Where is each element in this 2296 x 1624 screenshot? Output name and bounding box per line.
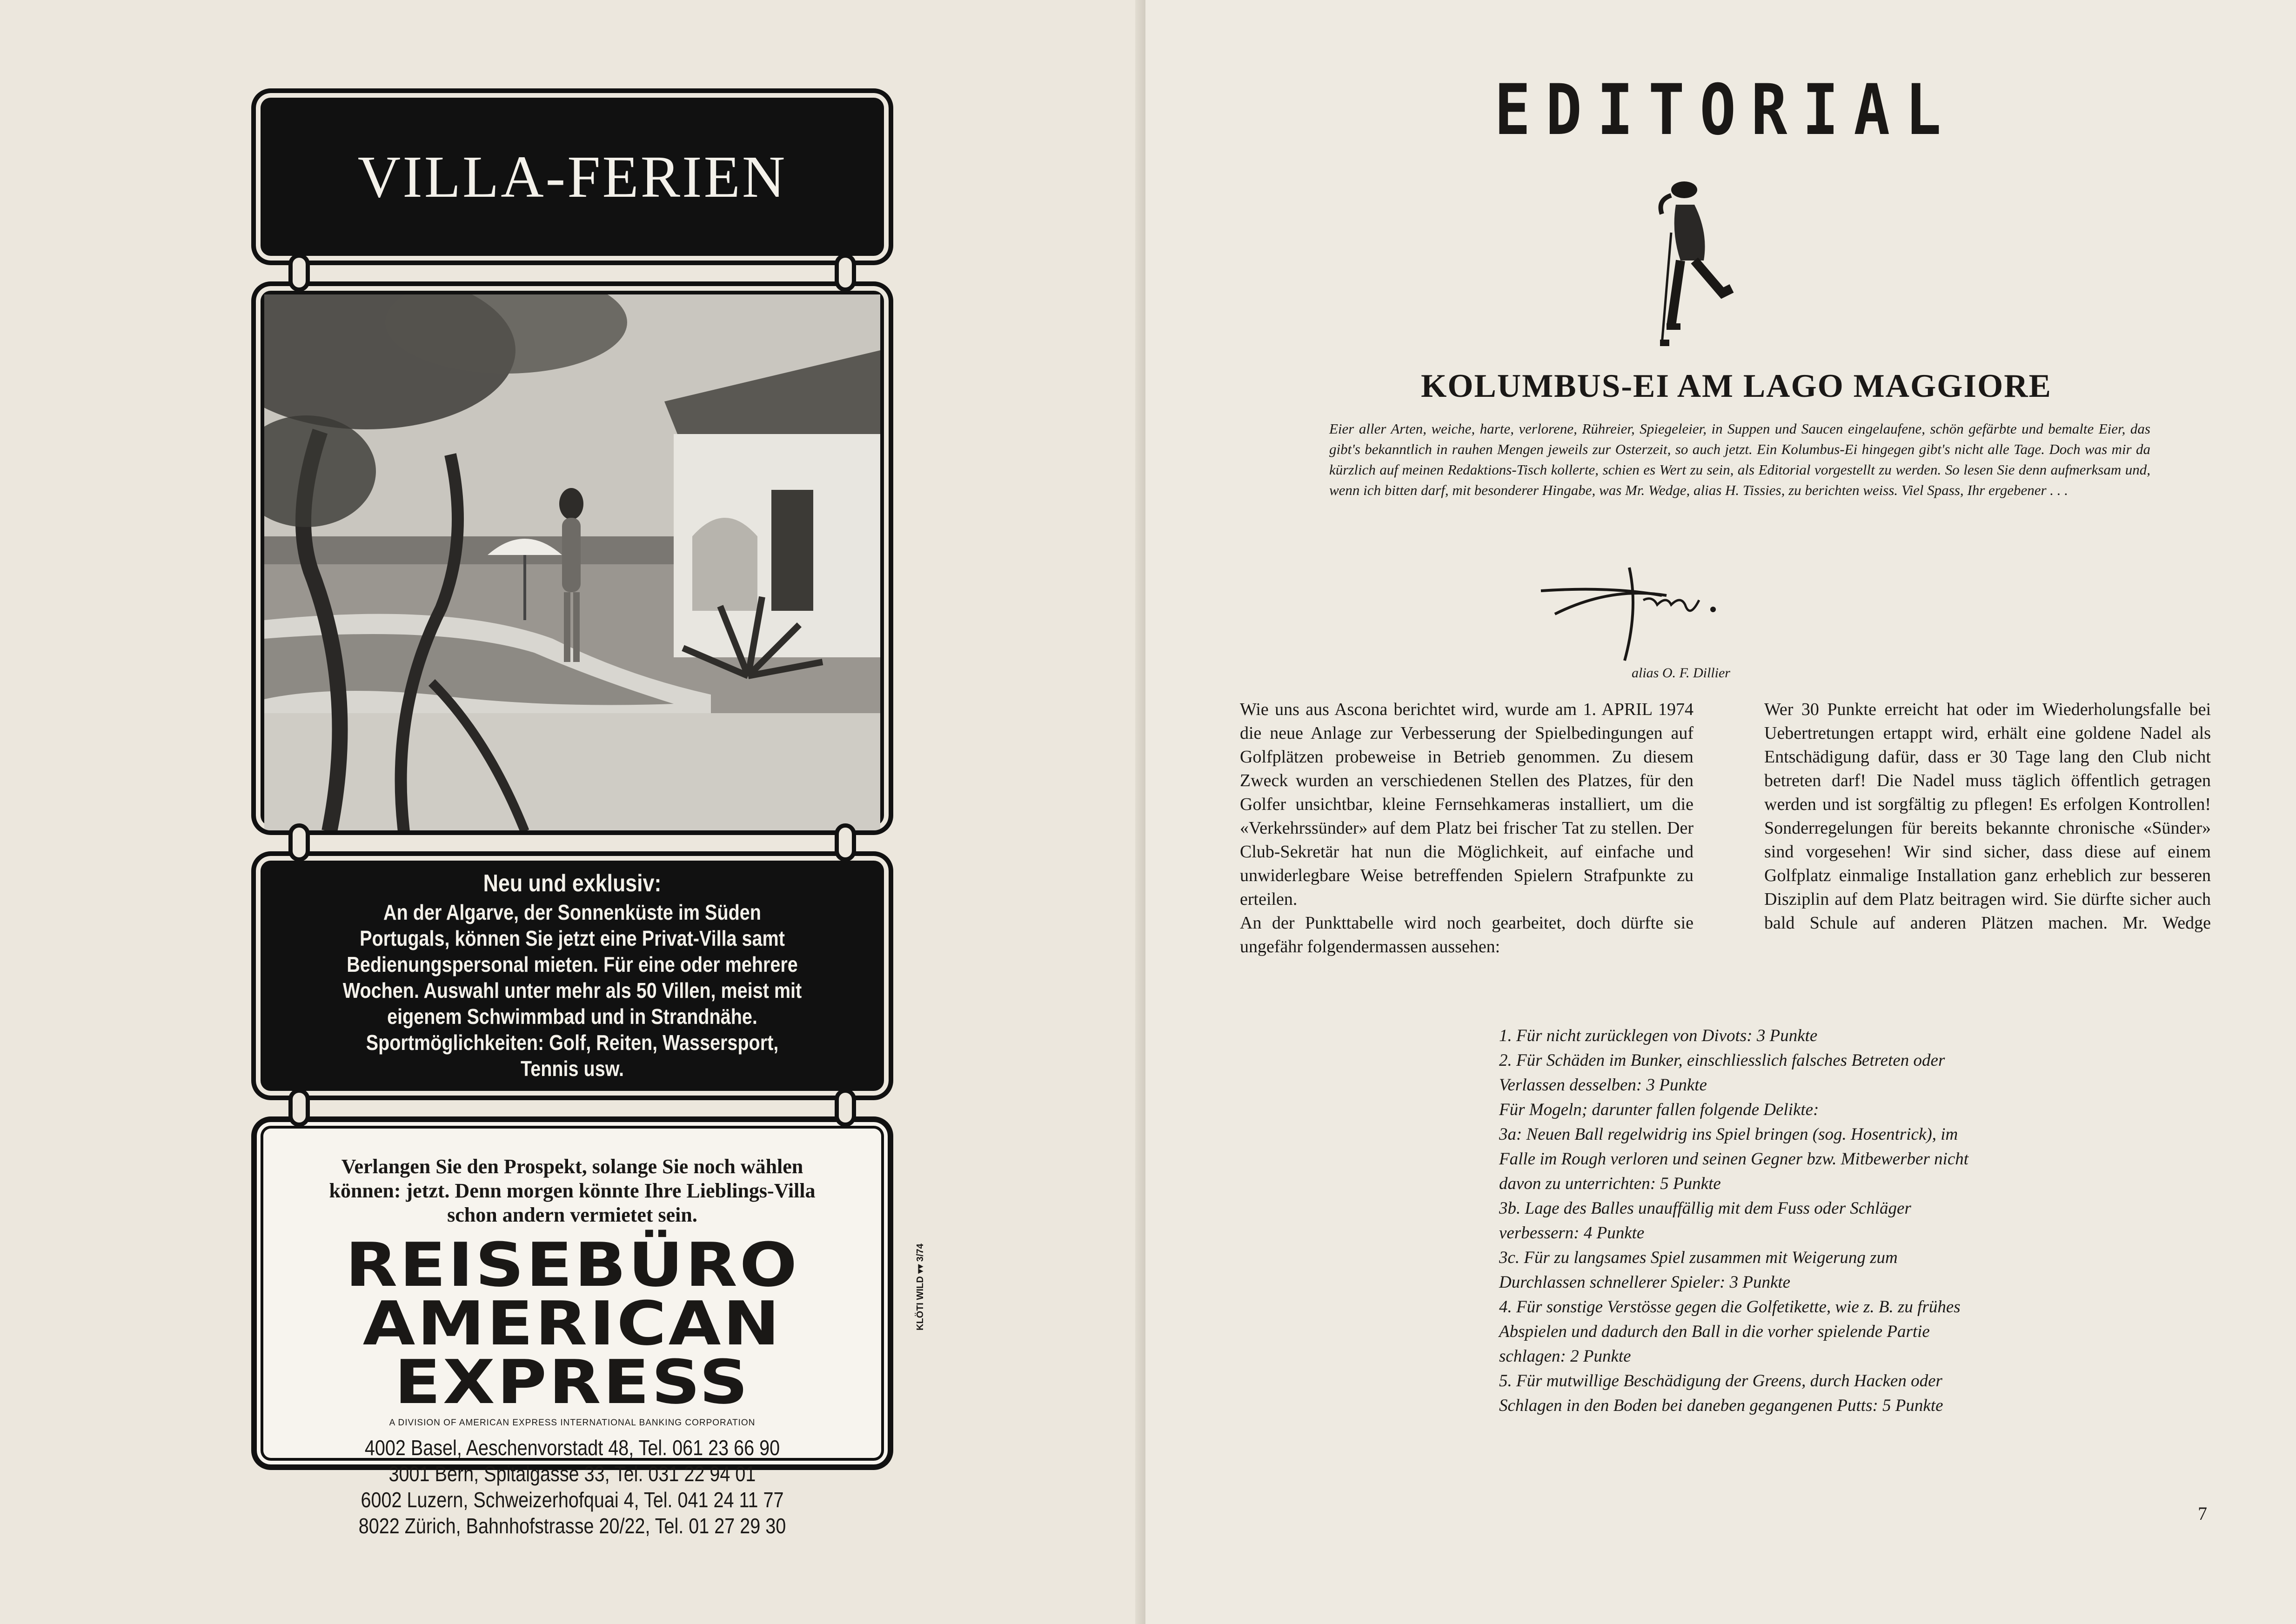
right-page bbox=[1145, 0, 2296, 1624]
penalty-points-list bbox=[1499, 1023, 1971, 1418]
brand-line-1: REISEBÜRO bbox=[345, 1230, 799, 1300]
villa-ferien-advertisement bbox=[251, 88, 893, 1538]
ad-contact-panel bbox=[251, 1116, 893, 1538]
ad-contact-intro: Verlangen Sie den Prospekt, solange Sie noch wählen können: jetzt. Denn morgen könnte Ihre Lieblings-Villa schon andern vermietet sein. bbox=[329, 1155, 816, 1226]
editorial-headline: KOLUMBUS-EI AM LAGO MAGGIORE bbox=[1421, 368, 2052, 404]
article-author: Mr. Wedge bbox=[2122, 913, 2211, 933]
brand-line-2: AMERICAN bbox=[362, 1288, 782, 1359]
brand-line-3: EXPRESS bbox=[394, 1347, 750, 1417]
list-item: 1. Für nicht zurücklegen von Divots: 3 Punkte bbox=[1499, 1026, 1818, 1045]
signature-alias: alias O. F. Dillier bbox=[1632, 665, 1730, 681]
address-basel: 4002 Basel, Aeschenvorstadt 48, Tel. 061 23 66 90 bbox=[364, 1436, 780, 1460]
brand-subline: A DIVISION OF AMERICAN EXPRESS INTERNATIONAL BANKING CORPORATION bbox=[389, 1418, 756, 1428]
left-page bbox=[0, 0, 1145, 1624]
list-item: 3a: Neuen Ball regelwidrig ins Spiel bringen (sog. Hosentrick), im Falle im Rough verloren und seinen Gegner bzw. Mitbewerber nicht davon zu unterrichten: 5 Punkte bbox=[1499, 1125, 1969, 1193]
editorial-title: EDITORIAL bbox=[1494, 70, 1957, 151]
ad-body bbox=[336, 870, 809, 1082]
list-item: 3b. Lage des Balles unauffällig mit dem Fuss oder Schläger verbessern: 4 Punkte bbox=[1499, 1199, 1911, 1243]
panel-hook-ornament bbox=[835, 1089, 856, 1127]
printer-credit: KLÖTI WILD ▾▾ 3/74 bbox=[915, 1243, 925, 1330]
list-item: 2. Für Schäden im Bunker, einschliesslich falsches Betreten oder Verlassen desselben: 3 Punkte bbox=[1499, 1051, 1945, 1095]
golfer-illustration bbox=[1643, 177, 1736, 354]
panel-hook-ornament bbox=[835, 823, 856, 862]
page-number: 7 bbox=[2198, 1503, 2207, 1524]
list-item: 5. Für mutwillige Beschädigung der Greens, durch Hacken oder Schlagen in den Boden bei daneben gegangenen Putts: 5 Punkte bbox=[1499, 1371, 1943, 1415]
list-item: 3c. Für zu langsames Spiel zusammen mit Weigerung zum Durchlassen schnellerer Spieler: 3 Punkte bbox=[1499, 1248, 1898, 1292]
article-paragraph bbox=[1764, 698, 2211, 935]
article-column-left bbox=[1240, 698, 1694, 959]
office-addresses bbox=[301, 1435, 843, 1539]
ad-body-text: An der Algarve, der Sonnenküste im Süden Portugals, können Sie jetzt eine Privat-Villa samt Bedienungspersonal mieten. Für eine oder mehrere Wochen. Auswahl unter mehr als 50 Villen, meist mit eigenem Schwimmbad und in Strandnähe. Sportmöglichkeiten: Golf, Reiten, Wassersport, Tennis usw. bbox=[342, 900, 802, 1081]
brand-name bbox=[219, 1230, 926, 1417]
villa-photo-panel bbox=[251, 281, 893, 835]
ad-title-panel bbox=[251, 88, 893, 265]
address-bern: 3001 Bern, Spitalgasse 33, Tel. 031 22 94 01 bbox=[388, 1462, 756, 1486]
villa-pool-photo bbox=[264, 294, 880, 831]
ad-title: VILLA-FERIEN bbox=[357, 143, 787, 210]
article-paragraph: Wie uns aus Ascona berichtet wird, wurde am 1. APRIL 1974 die neue Anlage zur Verbesserung der Spielbedingungen auf Golfplätzen probeweise in Betrieb genommen. Zu diesem Zweck wurden an verschiedenen Stellen des Platzes, für den Golfer unsichtbar, kleine Fernsehkameras installiert, um die «Verkehrssünder» auf dem Platz bei frischer Tat zu stellen. Der Club-Sekretär hat nun die Möglichkeit, auf einfache und unwiderlegbare Weise betreffenden Spielern Strafpunkte zu erteilen. bbox=[1240, 700, 1694, 909]
editorial-intro: Eier aller Arten, weiche, harte, verlorene, Rühreier, Spiegeleier, in Suppen und Saucen eingelaufene, schön gefärbte und bemalte Eier, das gibt's bekanntlich in rauhen Mengen jeweils zur Osterzeit, so auch jetzt. Ein Kolumbus-Ei hingegen gibt's nicht alle Tage. Doch was mir da kürzlich auf meinen Redaktions-Tisch kollerte, schien es Wert zu sein, als Editorial vorgestellt zu werden. So lesen Sie denn aufmerksam und, wenn ich bitten darf, mit besonderer Hingabe, was Mr. Wedge, alias H. Tissies, zu berichten weiss. Viel Spass, Ihr ergebener . . . bbox=[1329, 421, 2150, 498]
article-paragraph-text: Wer 30 Punkte erreicht hat oder im Wiederholungsfalle bei Uebertretungen ertappt wird, erhält eine goldene Nadel als Entschädigung dafür, dass er 30 Tage lang den Club nicht betreten darf! Die Nadel muss täglich öffentlich getragen werden und ist sorgfältig zu pflegen! Es erfolgen Kontrollen! Sonderregelungen für bereits bekannte chronische «Sünder» sind vorgesehen! Wir sind sicher, dass diese auf einem Golfplatz einmalige Installation ganz erheblich zur besseren Disziplin auf dem Platz beitragen wird. Sie dürfte sicher auch bald Schule auf anderen Plätzen machen. bbox=[1764, 700, 2211, 933]
list-item: 4. Für sonstige Verstösse gegen die Golfetikette, wie z. B. zu frühes Abspielen und dadurch den Ball in die vorher spielende Partie schlagen: 2 Punkte bbox=[1499, 1297, 1961, 1366]
address-zurich: 8022 Zürich, Bahnhofstrasse 20/22, Tel. 01 27 29 30 bbox=[358, 1514, 786, 1538]
signature-image bbox=[1536, 558, 1732, 665]
panel-hook-ornament bbox=[835, 254, 856, 292]
panel-hook-ornament bbox=[288, 823, 310, 862]
ad-body-heading: Neu und exklusiv: bbox=[483, 869, 662, 897]
list-item: Für Mogeln; darunter fallen folgende Delikte: bbox=[1499, 1100, 1819, 1119]
address-luzern: 6002 Luzern, Schweizerhofquai 4, Tel. 041 24 11 77 bbox=[361, 1488, 784, 1512]
article-paragraph: An der Punkttabelle wird noch gearbeitet, doch dürfte sie ungefähr folgendermassen aussehen: bbox=[1240, 913, 1694, 956]
article-column-right bbox=[1764, 698, 2211, 935]
panel-hook-ornament bbox=[288, 254, 310, 292]
ad-body-panel bbox=[251, 851, 893, 1100]
panel-hook-ornament bbox=[288, 1089, 310, 1127]
